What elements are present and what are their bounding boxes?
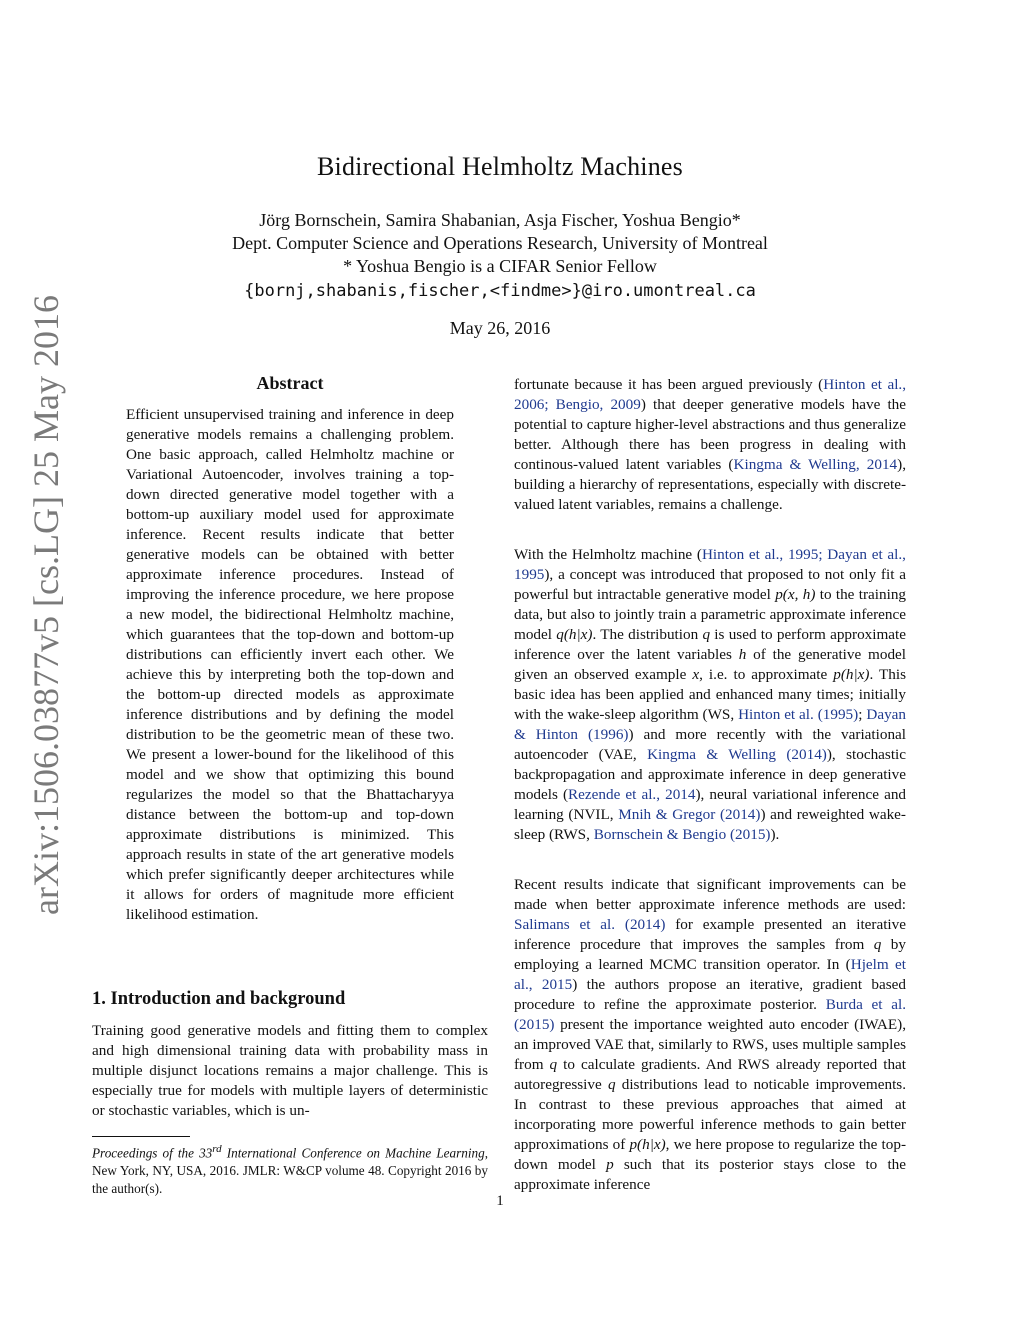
citation-link[interactable]: Rezende et al., 2014 xyxy=(568,786,696,803)
page-number: 1 xyxy=(496,1193,504,1209)
math-expression: p(h|x) xyxy=(833,666,870,683)
footnote-divider xyxy=(92,1136,190,1137)
math-expression: x xyxy=(692,666,700,683)
citation-link[interactable]: Hinton et al., 2006; Bengio, 2009 xyxy=(514,376,907,413)
text-run: by employing a learned MCMC transition operator. In ( xyxy=(514,936,906,973)
math-expression: q(h|x) xyxy=(556,626,593,643)
text-run: , i.e. to approximate xyxy=(699,666,834,683)
text-run: is used to perform approximate inference over the latent variables xyxy=(514,626,906,663)
text-run: ) that deeper generative models have the potential to capture higher-level abstractions and thus generalize better. Although there has been progress in dealing with continous-valued latent variables ( xyxy=(514,396,907,473)
citation-link[interactable]: Mnih & Gregor (2014) xyxy=(618,806,761,823)
text-run: , we here propose to regularize the top-down model xyxy=(514,1136,907,1173)
abstract-heading: Abstract xyxy=(256,373,324,393)
arxiv-stamp: arXiv:1506.03877v5 [cs.LG] 25 May 2016 xyxy=(26,295,66,915)
text-run: . This basic idea has been applied and enhanced many times; initially with the wake-sleep algorithm (WS, xyxy=(514,666,906,723)
right-paragraph-3 xyxy=(514,875,906,1195)
citation-link[interactable]: Hjelm et al., 2015 xyxy=(514,956,907,993)
text-run: ), neural variational inference and learning (NVIL, xyxy=(514,786,907,823)
math-expression: q xyxy=(549,1056,558,1073)
text-run: ) and more recently with the variational autoencoder (VAE, xyxy=(514,726,906,763)
text-run: to the training data, but also to jointly train a parametric approximate inference model xyxy=(514,586,907,643)
math-expression: h xyxy=(738,646,747,663)
right-paragraph-2 xyxy=(514,545,906,845)
citation-link[interactable]: Hinton et al. (1995) xyxy=(738,706,859,723)
math-expression: p(x, h) xyxy=(775,586,816,603)
text-run: ), a concept was introduced that proposed to not only fit a powerful but intractable generative model xyxy=(514,566,906,603)
paper-title: Bidirectional Helmholtz Machines xyxy=(317,152,683,181)
text-run: ) and reweighted wake-sleep (RWS, xyxy=(514,806,906,843)
text-run: Recent results indicate that significant improvements can be made when better approximate inference methods are used: xyxy=(514,876,906,913)
text-run: for example presented an iterative inference procedure that improves the samples from xyxy=(514,916,906,953)
citation-link[interactable]: Salimans et al. (2014) xyxy=(514,916,666,933)
text-run: . The distribution xyxy=(592,626,703,643)
footnote-superscript: rd xyxy=(212,1143,222,1155)
citation-link[interactable]: Dayan & Hinton (1996) xyxy=(514,706,906,743)
text-run: fortunate because it has been argued previously ( xyxy=(514,376,824,393)
math-expression: p xyxy=(606,1156,614,1173)
email-text: {bornj,shabanis,fischer,<findme>}@iro.umontreal.ca xyxy=(244,281,756,301)
text-run: ) the authors propose an iterative, gradient based procedure to refine the approximate posterior. xyxy=(514,976,906,1013)
text-run: ), stochastic backpropagation and approximate inference in deep generative models ( xyxy=(514,746,906,803)
text-run: of the generative model given an observed example xyxy=(514,646,906,683)
citation-link[interactable]: Bornschein & Bengio (2015) xyxy=(593,826,771,843)
author-list: Jörg Bornschein, Samira Shabanian, Asja Fischer, Yoshua Bengio* xyxy=(259,210,741,230)
section-heading-intro: 1. Introduction and background xyxy=(92,989,346,1009)
footnote-venue: International Conference on Machine Learning xyxy=(221,1145,485,1161)
citation-link[interactable]: Kingma & Welling, 2014 xyxy=(733,456,898,473)
text-run: such that its posterior stays close to the approximate inference xyxy=(514,1156,906,1193)
math-expression: q xyxy=(702,626,711,643)
footnote xyxy=(92,1140,488,1198)
footnote-lead: Proceedings of the 33 xyxy=(92,1145,213,1161)
text-run: ), building a hierarchy of representations, especially with discrete-valued latent variables, remains a challenge. xyxy=(514,456,906,513)
abstract-text: Efficient unsupervised training and inference in deep generative models remains a challenging problem. One basic approach, called Helmholtz machine or Variational Autoencoder, involves training a top-down directed generative model together with a bottom-up auxiliary model used for approximate inference. Recent results indicate that better generative models can be obtained with better approximate inference procedures. Instead of improving the inference procedure, we here propose a new model, the bidirectional Helmholtz machine, which guarantees that the top-down and bottom-up distributions can efficiently invert each other. We achieve this by interpreting both the top-down and the bottom-up directed models as approximate inference distributions and by defining the model distribution to be the geometric mean of these two. We present a lower-bound for the likelihood of this model and we show that optimizing this bound regularizes the model so that the Bhattacharyya distance between the bottom-up and top-down approximate distributions is minimized. This approach results in state of the art generative models which prefer significantly deeper architectures while it allows for orders of magnitude more efficient likelihood estimation. xyxy=(126,406,454,923)
fellow-note: * Yoshua Bengio is a CIFAR Senior Fellow xyxy=(343,256,657,276)
paper-date: May 26, 2016 xyxy=(449,318,551,338)
text-run: distributions lead to noticable improvements. In contrast to these previous approaches that aimed at incorporating more powerful inference methods to gain better approximations of xyxy=(514,1076,907,1153)
author-emails xyxy=(0,280,1000,301)
intro-paragraph: Training good generative models and fitting them to complex and high dimensional training data with probability mass in multiple disjunct locations remains a major challenge. This is especially true for models with multiple layers of deterministic or stochastic variables, which is un- xyxy=(92,1022,488,1119)
text-run: With the Helmholtz machine ( xyxy=(514,546,702,563)
text-run: ; xyxy=(858,706,867,723)
footnote-rest: , New York, NY, USA, 2016. JMLR: W&CP volume 48. Copyright 2016 by the author(s). xyxy=(92,1145,488,1197)
citation-link[interactable]: Kingma & Welling (2014) xyxy=(647,746,827,763)
text-run: ). xyxy=(770,826,780,843)
citation-link[interactable]: Hinton et al., 1995; Dayan et al., 1995 xyxy=(514,546,906,583)
text-run: to calculate gradients. And RWS already reported that autoregressive xyxy=(514,1056,906,1093)
affiliation: Dept. Computer Science and Operations Research, University of Montreal xyxy=(232,233,768,253)
math-expression: q xyxy=(873,936,882,953)
right-paragraph-1 xyxy=(514,375,906,515)
text-run: present the importance weighted auto encoder (IWAE), an improved VAE that, similarly to RWS, uses multiple samples from xyxy=(514,1016,906,1073)
math-expression: p(h|x) xyxy=(629,1136,666,1153)
citation-link[interactable]: Burda et al. (2015) xyxy=(514,996,906,1033)
math-expression: q xyxy=(607,1076,616,1093)
